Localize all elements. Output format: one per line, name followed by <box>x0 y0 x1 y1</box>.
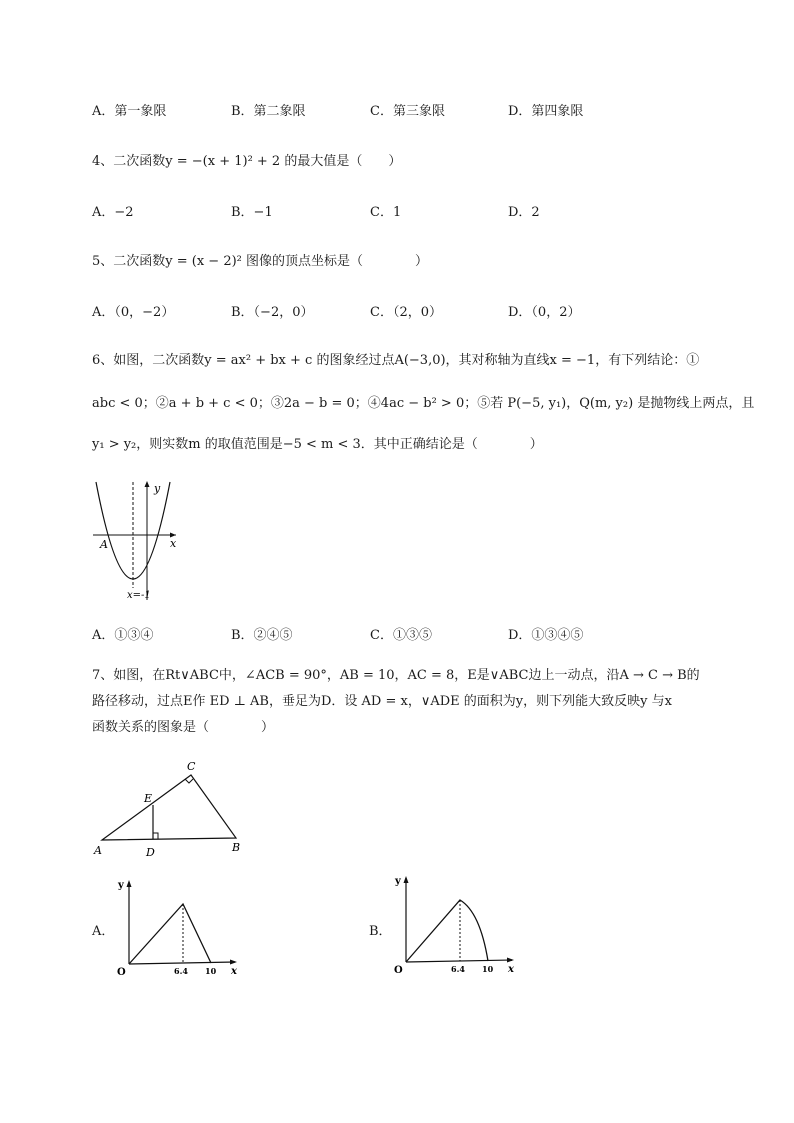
label-c: C <box>187 760 196 773</box>
q3-option-a: A．第一象限 <box>92 104 167 119</box>
origin-label: O <box>394 965 403 976</box>
point-a-label: A <box>100 538 108 551</box>
q7-option-a-graph <box>115 872 245 980</box>
x-axis <box>406 960 512 962</box>
triangle-abc <box>102 775 236 840</box>
y-axis-arrow <box>404 876 409 883</box>
tick-10: 10 <box>482 964 494 974</box>
q7-question-line1: 7、如图，在Rt∨ABC中，∠ACB = 90°，AB = 10，AC = 8，E是∨ABC边上一动点，沿A → C → B的 <box>92 668 700 683</box>
q3-option-c: C．第三象限 <box>370 104 445 119</box>
y-label: y <box>118 880 124 891</box>
q6-question-line1: 6、如图，二次函数y = ax² + bx + c 的图象经过点A(−3,0)，其对称轴为直线x = −1，有下列结论：① <box>92 353 700 368</box>
q5-option-b: B．（−2，0） <box>231 305 314 320</box>
graph-curve <box>406 900 488 962</box>
q7-option-a-label: A． <box>92 924 115 939</box>
q7-question-line3: 函数关系的图象是（ ） <box>92 720 275 735</box>
q4-option-b: B．−1 <box>231 205 273 220</box>
q5-option-c: C．（2，0） <box>370 305 442 320</box>
label-a: A <box>94 844 102 857</box>
right-angle-c <box>185 779 193 783</box>
label-d: D <box>146 846 155 858</box>
origin-label: O <box>117 967 126 978</box>
x-axis <box>129 962 235 964</box>
q3-option-d: D．第四象限 <box>508 104 584 119</box>
q6-question-line3: y₁ > y₂，则实数m 的取值范围是−5 < m < 3．其中正确结论是（ ） <box>92 437 543 452</box>
x-label: x <box>170 537 177 550</box>
q4-question: 4、二次函数y = −(x + 1)² + 2 的最大值是（ ） <box>92 154 402 169</box>
x-label: x <box>508 964 514 975</box>
q6-question-line2: abc < 0；②a + b + c < 0；③2a − b = 0；④4ac − b² > 0；⑤若 P(−5, y₁)，Q(m, y₂) 是抛物线上两点，且 <box>92 396 755 411</box>
right-angle-d <box>153 833 158 839</box>
q3-option-b: B．第二象限 <box>231 104 306 119</box>
y-axis-arrow <box>127 880 132 887</box>
q7-question-line2: 路径移动，过点E作 ED ⊥ AB，垂足为D．设 AD = x，∨ADE 的面积为y，则下列能大致反映y 与x <box>92 694 672 709</box>
q4-option-c: C．1 <box>370 205 402 220</box>
q6-option-b: B．②④⑤ <box>231 628 293 643</box>
graph-line <box>129 904 211 964</box>
q5-question: 5、二次函数y = (x − 2)² 图像的顶点坐标是（ ） <box>92 254 429 269</box>
q7-option-b-graph <box>392 868 522 976</box>
q7-triangle-figure <box>92 758 252 858</box>
y-label: y <box>154 482 161 495</box>
q6-parabola-figure <box>90 478 190 603</box>
q6-option-d: D．①③④⑤ <box>508 628 584 643</box>
y-label: y <box>395 876 401 887</box>
q5-option-d: D．（0，2） <box>508 305 581 320</box>
q4-option-d: D．2 <box>508 205 540 220</box>
q6-option-a: A．①③④ <box>92 628 154 643</box>
axis-equation-label: x=-1 <box>127 590 151 601</box>
tick-6-4: 6.4 <box>174 966 188 976</box>
tick-6-4: 6.4 <box>451 964 465 974</box>
q4-option-a: A．−2 <box>92 205 134 220</box>
x-label: x <box>231 966 237 977</box>
x-axis-arrow <box>507 958 514 963</box>
tick-10: 10 <box>205 966 217 976</box>
label-e: E <box>144 792 153 805</box>
q5-option-a: A．（0，−2） <box>92 305 175 320</box>
y-axis-arrow <box>145 481 150 487</box>
q6-option-c: C．①③⑤ <box>370 628 432 643</box>
q7-option-b-label: B． <box>369 924 392 939</box>
label-b: B <box>232 841 241 854</box>
x-axis-arrow <box>230 960 237 965</box>
